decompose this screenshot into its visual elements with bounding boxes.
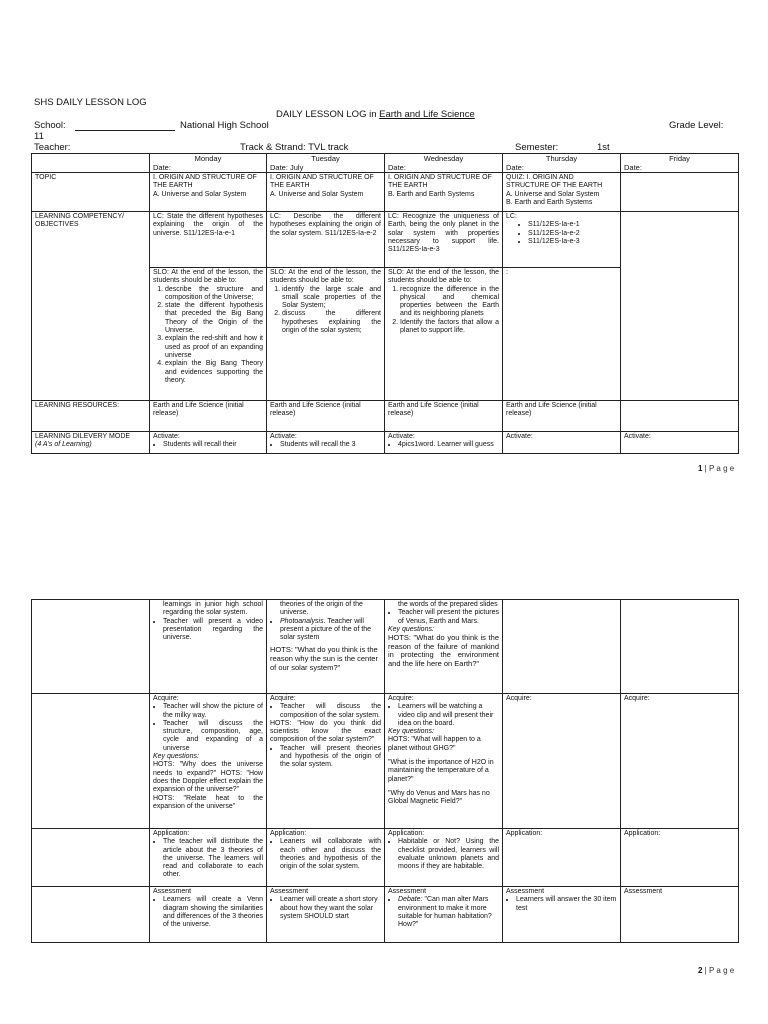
acquire-label: Acquire: [270,695,296,702]
competency-row [32,212,739,268]
topic-tuesday-line2: A. Universe and Solar System [270,190,364,198]
main-title-subject: Earth and Life Science [379,109,475,120]
lc-thursday-item: • S11/12ES-Ia-e-2 [528,230,617,238]
day-tuesday: Tuesday [311,154,340,163]
application-tuesday-item: • Leaners will collaborate with each other and discuss the theories and hypothesis of the origin of the solar system. [280,838,381,871]
assessment-thursday [503,887,621,943]
lc-tuesday: LC: Describe the different hypotheses explaining the origin of the solar system. S11/12ES-Ia-e-2 [267,212,385,268]
slo-item: 4. explain the Big Bang Theory and evidences supporting the theory. [165,360,263,385]
application-label: Application: [506,830,543,837]
slo-wednesday-list [388,286,499,336]
activate-cont-tuesday-list [270,618,381,643]
page-number-1-sep: | [702,464,709,473]
application-row [32,829,739,887]
debate-text: "Can man alter Mars environment to make it more suitable for human habitation? How?" [398,896,492,929]
activate-friday [621,432,739,454]
topic-wednesday-line1: I. ORIGIN AND STRUCTURE OF THE EARTH [388,174,492,190]
topic-thursday-line2: A. Universe and Solar System [506,190,600,198]
day-col-thursday [503,154,621,173]
day-friday: Friday [669,154,690,163]
application-friday [621,829,739,887]
assessment-monday-list [153,896,263,929]
lc-thursday-list [506,221,617,246]
day-col-friday [621,154,739,173]
assessment-monday-item: • Learners will create a Venn diagram showing the similarities and differences of the 3 theories of the universe. [163,896,263,929]
resources-friday [621,401,739,432]
application-wednesday-list [388,838,499,871]
main-title-prefix: DAILY LESSON LOG in [276,109,380,120]
assessment-label: Assessment [624,888,663,895]
assessment-row [32,887,739,943]
resources-tuesday: Earth and Life Science (initial release) [267,401,385,432]
application-thursday [503,829,621,887]
resources-monday: Earth and Life Science (initial release) [150,401,267,432]
acquire-tuesday-hots: HOTS: "How do you think did scientists know the exact composition of the solar system?" [270,719,381,744]
teacher-label: Teacher: [34,142,71,153]
topic-thursday-line1: QUIZ: I. ORIGIN AND STRUCTURE OF THE EARTH [506,174,603,190]
lesson-table-page2 [31,599,739,943]
lc-thursday-item: • S11/12ES-Ia-e-1 [528,221,617,229]
topic-tuesday-line1: I. ORIGIN AND STRUCTURE OF THE EARTH [270,174,374,190]
mode-label-cell [32,432,150,454]
main-title [276,109,475,121]
page-number-2 [698,966,734,975]
activate-cont-tuesday-item [280,618,381,643]
assessment-label-blank [32,887,150,943]
activate-monday [150,432,267,454]
activate-cont-wednesday-item: • Teacher will present the pictures of Venus, Earth and Mars. [398,609,499,626]
acquire-monday-kq: Key questions: [153,753,199,761]
application-monday-item: • The teacher will distribute the article about the 3 theories of the universe. The learners will read and collaborate to each other. [163,838,263,879]
assessment-friday [621,887,739,943]
school-label: School: [34,120,66,131]
day-wednesday: Wednesday [423,154,464,163]
assessment-label: Assessment [388,888,427,895]
acquire-friday [621,694,739,829]
acquire-label-blank [32,694,150,829]
grade-value: 11 [34,131,44,142]
slo-item: 1. identify the large scale and small scale properties of the Solar System; [282,286,381,311]
acquire-label: Acquire: [153,695,179,702]
activate-tuesday-item: • Students will recall the 3 [280,441,381,449]
slo-monday-list [153,286,263,386]
application-label: Application: [270,830,307,837]
activate-cont-tuesday-hots: HOTS: "What do you think is the reason why the sun is the center of our solar system?" [270,645,378,673]
application-label: Application: [153,830,190,837]
activate-cont-wednesday-list [388,609,499,626]
topic-thursday [503,173,621,212]
activate-cont-wednesday-text: the words of the prepared slides [398,601,498,608]
slo-monday-intro: SLO: At the end of the lesson, the students should be able to: [153,269,263,285]
acquire-row [32,694,739,829]
slo-item: 1. describe the structure and composition of the Universe; [165,286,263,303]
activate-monday-item: • Students will recall their [163,441,263,449]
activate-cont-monday [150,600,267,694]
mode-label: LEARNING DILEVERY MODE [35,433,131,440]
acquire-wednesday-list [388,703,499,728]
activate-cont-wednesday [385,600,503,694]
slo-tuesday [267,268,385,401]
slo-item: 2. Identify the factors that allow a planet to support life. [400,319,499,336]
topic-thursday-line3: B. Earth and Earth Systems [506,198,593,206]
page-number-2-sep: | [702,966,709,975]
page-number-2-num: 2 [698,966,703,975]
assessment-tuesday-item: • Learner will create a short story about how they want the solar system SHOULD start [280,896,381,921]
assessment-label: Assessment [270,888,309,895]
day-monday: Monday [194,154,222,163]
slo-item: 3. explain the red-shift and how it used as proof of an expanding universe [165,335,263,360]
activate-wednesday [385,432,503,454]
acquire-wednesday-item: • Learners will be watching a video clip and will present their idea on the board. [398,703,499,728]
slo-monday [150,268,267,401]
activate-label: Activate: [153,433,180,440]
acquire-wednesday-hots1: HOTS: "What will happen to a planet without GHG?" [388,736,481,752]
slo-wednesday-intro: SLO: At the end of the lesson, the students should be able to: [388,269,499,285]
assessment-wednesday-item [398,896,499,929]
day-col-wednesday [385,154,503,173]
topic-row [32,173,739,212]
page-number-1 [698,464,734,473]
page-number-1-num: 1 [698,464,703,473]
topic-tuesday [267,173,385,212]
activate-cont-tuesday-text: theories of the origin of the universe. [280,601,363,617]
assessment-thursday-item: • Learners will answer the 30 item test [516,896,617,913]
activate-cont-thursday [503,600,621,694]
slo-thursday: : [503,268,621,401]
application-tuesday-list [270,838,381,871]
slo-item: 2. discuss the different hypotheses explaining the origin of the solar system; [282,310,381,335]
lc-monday: LC: State the different hypotheses explaining the origin of the universe. S11/12ES-Ia-e-1 [150,212,267,268]
acquire-monday-item: • Teacher will discuss the structure, composition, age, cycle and expanding of a universe [163,720,263,753]
resources-row [32,401,739,432]
assessment-label: Assessment [153,888,192,895]
acquire-wednesday [385,694,503,829]
date-monday: Date: [153,163,171,172]
activate-continued-row [32,600,739,694]
activate-label: Activate: [270,433,297,440]
day-header-row [32,154,739,173]
resources-thursday: Earth and Life Science (initial release) [503,401,621,432]
school-value: National High School [180,120,269,131]
topic-friday [621,173,739,212]
date-tuesday: Date: July [270,163,304,172]
acquire-label: Acquire: [388,695,414,702]
slo-item: 1. recognize the difference in the physical and chemical properties between the Earth and its neighboring planets [400,286,499,319]
topic-label: TOPIC [32,173,150,212]
activate-tuesday-list [270,441,381,449]
date-thursday: Date: [506,163,524,172]
activate-label: Activate: [624,433,651,440]
activate-monday-list [153,441,263,449]
day-thursday: Thursday [545,154,578,163]
semester-label: Semester: [515,142,559,153]
semester-value: 1st [597,142,610,153]
day-col-tuesday [267,154,385,173]
lc-wednesday: LC: Recognize the uniqueness of Earth, being the only planet in the solar system with properties necessary to support life. S11/12ES-Ia-e-3 [385,212,503,268]
assessment-tuesday [267,887,385,943]
topic-wednesday [385,173,503,212]
activate-cont-monday-text: learnings in junior high school regarding the solar system. [163,601,263,617]
competency-label: LEARNING COMPETENCY/ OBJECTIVES [32,212,150,401]
application-label: Application: [624,830,661,837]
topic-monday-line1: I. ORIGIN AND STRUCTURE OF THE EARTH [153,174,257,190]
acquire-tuesday-item: • Teacher will present theories and hypothesis of the origin of the solar system. [280,745,381,770]
lc-thursday-item: • S11/12ES-Ia-e-3 [528,238,617,246]
mode-sublabel: (4 A's of Learning) [35,441,92,449]
mode-row [32,432,739,454]
acquire-wednesday-hots3: "Why do Venus and Mars has no Global Magnetic Field?" [388,789,490,806]
application-tuesday [267,829,385,887]
track-strand: Track & Strand: TVL track [240,142,349,153]
activate-cont-tuesday [267,600,385,694]
page-number-1-word: P a g e [708,464,735,473]
grade-label: Grade Level: [669,120,724,131]
acquire-label: Acquire: [506,695,532,702]
topic-wednesday-line2: B. Earth and Earth Systems [388,190,475,198]
activate-cont-wednesday-hots: HOTS: "What do you think is the reason of the failure of mankind in protecting the environment and the life here on Earth?" [388,633,499,668]
topic-monday [150,173,267,212]
acquire-wednesday-hots2: "What is the importance of H2O in maintaining the temperature of a planet?" [388,759,494,783]
assessment-tuesday-list [270,896,381,921]
acquire-thursday [503,694,621,829]
assessment-thursday-list [506,896,617,913]
acquire-tuesday-item: • Teacher will discuss the composition of the solar system. [280,703,381,720]
acquire-monday-hots2: HOTS: "Relate heat to the expansion of the universe" [153,794,263,810]
resources-wednesday: Earth and Life Science (initial release) [385,401,503,432]
acquire-monday [150,694,267,829]
school-underline [75,130,175,131]
activate-thursday [503,432,621,454]
debate-label: Debate: [398,896,423,904]
slo-item: 2. state the different hypothesis that preceded the Big Bang Theory of the Origin of the Universe. [165,302,263,335]
activate-cont-wednesday-kq: Key questions: [388,625,434,633]
photoanalysis-label: Photoanalysis. [280,617,326,625]
slo-tuesday-intro: SLO: At the end of the lesson, the students should be able to: [270,269,381,285]
assessment-wednesday-list [388,896,499,929]
lesson-table-page1 [31,153,739,454]
acquire-wednesday-kq: Key questions: [388,728,434,736]
activate-wednesday-list [388,441,499,449]
acquire-label: Acquire: [624,695,650,702]
lc-friday [621,212,739,401]
acquire-monday-list [153,703,263,753]
acquire-monday-hots1: HOTS: "Why does the universe needs to expand?" HOTS: "How does the Doppler effect explain the expansion of the universe?" [153,761,263,794]
application-wednesday-item: • Habitable or Not? Using the checklist provided, learners will evaluate unknown planets and moons if they are habitable. [398,838,499,871]
topic-monday-line2: A. Universe and Solar System [153,190,247,198]
date-wednesday: Date: [388,163,406,172]
activate-cont-monday-item: • Teacher will present a video presentation regarding the universe. [163,618,263,643]
activate-label: Activate: [388,433,415,440]
lc-thursday [503,212,621,268]
assessment-label: Assessment [506,888,545,895]
application-wednesday [385,829,503,887]
slo-wednesday [385,268,503,401]
day-col-monday [150,154,267,173]
application-label: Application: [388,830,425,837]
application-label-blank [32,829,150,887]
resources-label: LEARNING RESOURCES: [32,401,150,432]
activate-cont-monday-list [153,618,263,643]
photoanalysis-text: Teacher will present a picture of the of the solar system [280,617,372,642]
acquire-tuesday-list1 [270,703,381,720]
acquire-monday-item: • Teacher will show the picture of the milky way. [163,703,263,720]
p2-label-blank [32,600,150,694]
lc-thursday-label: LC: [506,213,517,220]
activate-tuesday [267,432,385,454]
date-friday: Date: [624,163,642,172]
activate-cont-friday [621,600,739,694]
application-monday [150,829,267,887]
assessment-monday [150,887,267,943]
log-title: SHS DAILY LESSON LOG [34,97,147,108]
page-number-2-word: P a g e [708,966,735,975]
slo-tuesday-list [270,286,381,336]
activate-label: Activate: [506,433,533,440]
activate-wednesday-item: • 4pics1word. Learner will guess [398,441,499,449]
assessment-wednesday [385,887,503,943]
application-monday-list [153,838,263,879]
acquire-tuesday-list2 [270,745,381,770]
day-header-blank [32,154,150,173]
acquire-tuesday [267,694,385,829]
